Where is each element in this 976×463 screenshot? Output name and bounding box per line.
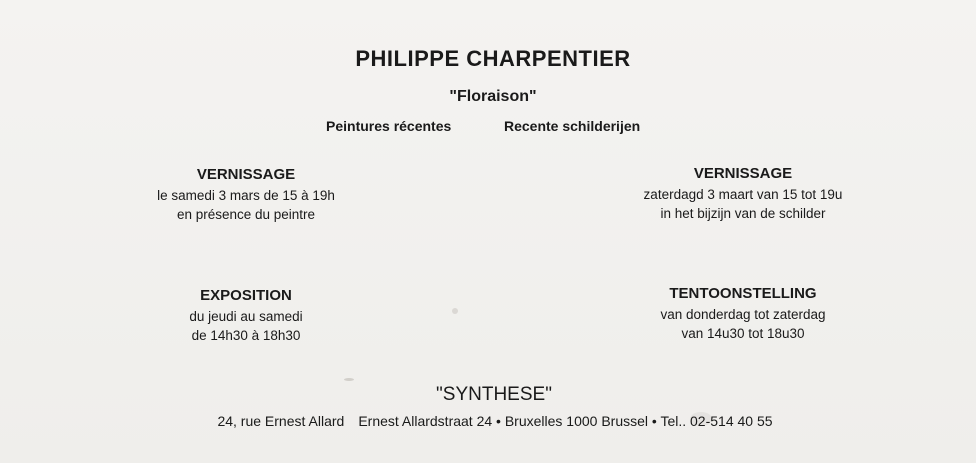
vernissage-fr-date: le samedi 3 mars de 15 à 19h bbox=[157, 188, 335, 203]
subtitle-dutch: Recente schilderijen bbox=[504, 118, 641, 134]
paper-speck bbox=[452, 308, 458, 314]
vernissage-nl-note: in het bijzijn van de schilder bbox=[660, 206, 826, 221]
exposition-fr-days: du jeudi au samedi bbox=[189, 309, 303, 324]
exposition-fr-hours: de 14h30 à 18h30 bbox=[191, 328, 301, 343]
artist-name: PHILIPPE CHARPENTIER bbox=[355, 46, 631, 71]
subtitle-french: Peintures récentes bbox=[326, 118, 452, 134]
address-dutch-contact: Ernest Allardstraat 24 • Bruxelles 1000 Brussel • Tel.. 02-514 40 55 bbox=[358, 413, 773, 429]
vernissage-dutch bbox=[644, 165, 843, 223]
vernissage-nl-date: zaterdagd 3 maart van 15 tot 19u bbox=[643, 187, 843, 202]
venue-name: "SYNTHESE" bbox=[436, 384, 552, 405]
address-french: 24, rue Ernest Allard bbox=[217, 413, 345, 429]
vernissage-fr-heading: VERNISSAGE bbox=[196, 166, 296, 183]
exposition-french bbox=[189, 287, 302, 345]
vernissage-fr-note: en présence du peintre bbox=[176, 207, 316, 222]
venue-address bbox=[217, 413, 772, 429]
vernissage-french bbox=[157, 166, 335, 224]
exposition-nl-hours: van 14u30 tot 18u30 bbox=[681, 326, 805, 341]
paper-mark bbox=[344, 378, 354, 381]
exhibition-title: "Floraison" bbox=[449, 88, 537, 105]
exposition-nl-days: van donderdag tot zaterdag bbox=[660, 307, 826, 322]
vernissage-nl-heading: VERNISSAGE bbox=[693, 165, 793, 182]
exposition-fr-heading: EXPOSITION bbox=[200, 287, 292, 304]
exposition-dutch bbox=[660, 285, 825, 343]
exposition-nl-heading: TENTOONSTELLING bbox=[669, 285, 817, 302]
